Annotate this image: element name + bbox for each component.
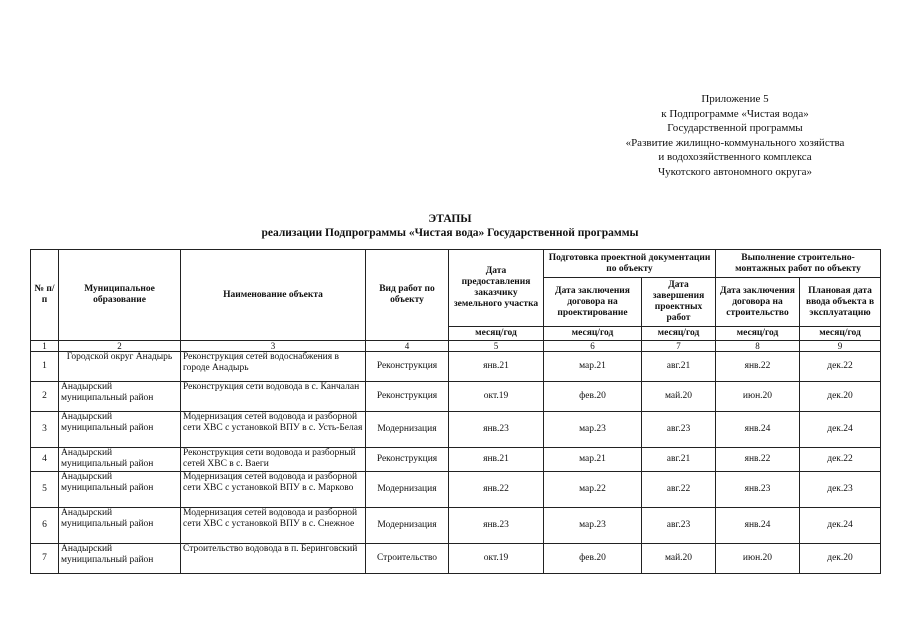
design-contract-date-cell: мар.23 <box>544 508 642 544</box>
appendix-header <box>600 92 870 179</box>
design-contract-date-cell: фев.20 <box>544 544 642 574</box>
table-row <box>31 544 881 574</box>
appendix-line-5: и водохозяйственного комплекса <box>658 151 812 163</box>
municipality-cell: Городской округ Анадырь <box>59 352 181 382</box>
header-object: Наименование объекта <box>181 250 366 341</box>
municipality-cell: Анадырский муниципальный район <box>59 544 181 574</box>
table-row <box>31 412 881 448</box>
header-design-group: Подготовка проектной документации по объекту <box>544 250 716 278</box>
row-number: 1 <box>31 352 59 382</box>
object-name-cell: Реконструкция сетей водоснабжения в городе Анадырь <box>181 352 366 382</box>
land-date-cell: окт.19 <box>449 382 544 412</box>
header-municipality: Муниципальное образование <box>59 250 181 341</box>
land-date-cell: янв.22 <box>449 472 544 508</box>
table-row <box>31 382 881 412</box>
design-contract-date-cell: мар.22 <box>544 472 642 508</box>
design-finish-date-cell: май.20 <box>642 382 716 412</box>
object-name-cell: Реконструкция сети водовода и разборный сетей ХВС в с. Ваеги <box>181 448 366 472</box>
header-num: № п/п <box>31 250 59 341</box>
column-number: 8 <box>716 341 800 352</box>
work-type-cell: Строительство <box>366 544 449 574</box>
appendix-line-3: Государственной программы <box>667 122 803 134</box>
header-design-finish: Дата завершения проектных работ <box>642 278 716 327</box>
work-type-cell: Реконструкция <box>366 352 449 382</box>
unit-label: месяц/год <box>449 327 544 341</box>
column-number: 1 <box>31 341 59 352</box>
design-finish-date-cell: авг.21 <box>642 352 716 382</box>
object-name-cell: Модернизация сетей водовода и разборной сети ХВС с установкой ВПУ в с. Усть-Белая <box>181 412 366 448</box>
column-number: 3 <box>181 341 366 352</box>
construction-contract-date-cell: июн.20 <box>716 544 800 574</box>
table-row <box>31 352 881 382</box>
municipality-cell: Анадырский муниципальный район <box>59 472 181 508</box>
unit-label: месяц/год <box>800 327 881 341</box>
row-number: 6 <box>31 508 59 544</box>
work-type-cell: Модернизация <box>366 472 449 508</box>
construction-contract-date-cell: янв.23 <box>716 472 800 508</box>
column-number: 6 <box>544 341 642 352</box>
table-row <box>31 472 881 508</box>
header-design-contract: Дата заключения договора на проектирование <box>544 278 642 327</box>
design-contract-date-cell: фев.20 <box>544 382 642 412</box>
object-name-cell: Строительство водовода в п. Беринговский <box>181 544 366 574</box>
header-construction-group: Выполнение строительно-монтажных работ по объекту <box>716 250 881 278</box>
object-name-cell: Реконструкция сети водовода в с. Канчалан <box>181 382 366 412</box>
design-finish-date-cell: авг.23 <box>642 412 716 448</box>
commissioning-date-cell: дек.20 <box>800 544 881 574</box>
header-land-date: Дата предоставления заказчику земельного участка <box>449 250 544 327</box>
construction-contract-date-cell: янв.22 <box>716 448 800 472</box>
row-number: 2 <box>31 382 59 412</box>
commissioning-date-cell: дек.22 <box>800 352 881 382</box>
object-name-cell: Модернизация сетей водовода и разборной сети ХВС с установкой ВПУ в с. Марково <box>181 472 366 508</box>
appendix-line-6: Чукотского автономного округа» <box>658 165 812 178</box>
table-body <box>31 341 881 574</box>
title-line-1: ЭТАПЫ <box>428 213 472 225</box>
design-contract-date-cell: мар.21 <box>544 352 642 382</box>
row-number: 7 <box>31 544 59 574</box>
design-finish-date-cell: авг.23 <box>642 508 716 544</box>
unit-label: месяц/год <box>544 327 642 341</box>
construction-contract-date-cell: янв.24 <box>716 412 800 448</box>
table-row <box>31 448 881 472</box>
land-date-cell: янв.21 <box>449 448 544 472</box>
land-date-cell: янв.21 <box>449 352 544 382</box>
municipality-cell: Анадырский муниципальный район <box>59 412 181 448</box>
work-type-cell: Модернизация <box>366 412 449 448</box>
commissioning-date-cell: дек.20 <box>800 382 881 412</box>
municipality-cell: Анадырский муниципальный район <box>59 382 181 412</box>
header-work-type: Вид работ по объекту <box>366 250 449 341</box>
header-commissioning: Плановая дата ввода объекта в эксплуатацию <box>800 278 881 327</box>
row-number: 3 <box>31 412 59 448</box>
commissioning-date-cell: дек.24 <box>800 412 881 448</box>
table-row <box>31 508 881 544</box>
column-number: 2 <box>59 341 181 352</box>
row-number: 4 <box>31 448 59 472</box>
appendix-line-2: к Подпрограмме «Чистая вода» <box>661 107 809 120</box>
column-number: 5 <box>449 341 544 352</box>
commissioning-date-cell: дек.22 <box>800 448 881 472</box>
design-contract-date-cell: мар.23 <box>544 412 642 448</box>
land-date-cell: янв.23 <box>449 508 544 544</box>
construction-contract-date-cell: июн.20 <box>716 382 800 412</box>
land-date-cell: окт.19 <box>449 544 544 574</box>
design-finish-date-cell: май.20 <box>642 544 716 574</box>
work-type-cell: Реконструкция <box>366 448 449 472</box>
unit-label: месяц/год <box>642 327 716 341</box>
column-number: 9 <box>800 341 881 352</box>
title-line-2: реализации Подпрограммы «Чистая вода» Государственной программы <box>261 227 639 239</box>
design-finish-date-cell: авг.21 <box>642 448 716 472</box>
commissioning-date-cell: дек.23 <box>800 472 881 508</box>
column-number: 7 <box>642 341 716 352</box>
appendix-line-1: Приложение 5 <box>701 93 769 105</box>
commissioning-date-cell: дек.24 <box>800 508 881 544</box>
document-title <box>180 212 720 240</box>
work-type-cell: Модернизация <box>366 508 449 544</box>
object-name-cell: Модернизация сетей водовода и разборной сети ХВС с установкой ВПУ в с. Снежное <box>181 508 366 544</box>
stages-table <box>30 249 881 574</box>
unit-label: месяц/год <box>716 327 800 341</box>
work-type-cell: Реконструкция <box>366 382 449 412</box>
municipality-cell: Анадырский муниципальный район <box>59 508 181 544</box>
municipality-cell: Анадырский муниципальный район <box>59 448 181 472</box>
design-finish-date-cell: авг.22 <box>642 472 716 508</box>
column-number: 4 <box>366 341 449 352</box>
header-construction-contract: Дата заключения договора на строительство <box>716 278 800 327</box>
construction-contract-date-cell: янв.22 <box>716 352 800 382</box>
column-number-row <box>31 341 881 352</box>
row-number: 5 <box>31 472 59 508</box>
land-date-cell: янв.23 <box>449 412 544 448</box>
appendix-line-4: «Развитие жилищно-коммунального хозяйства <box>625 136 845 149</box>
design-contract-date-cell: мар.21 <box>544 448 642 472</box>
construction-contract-date-cell: янв.24 <box>716 508 800 544</box>
